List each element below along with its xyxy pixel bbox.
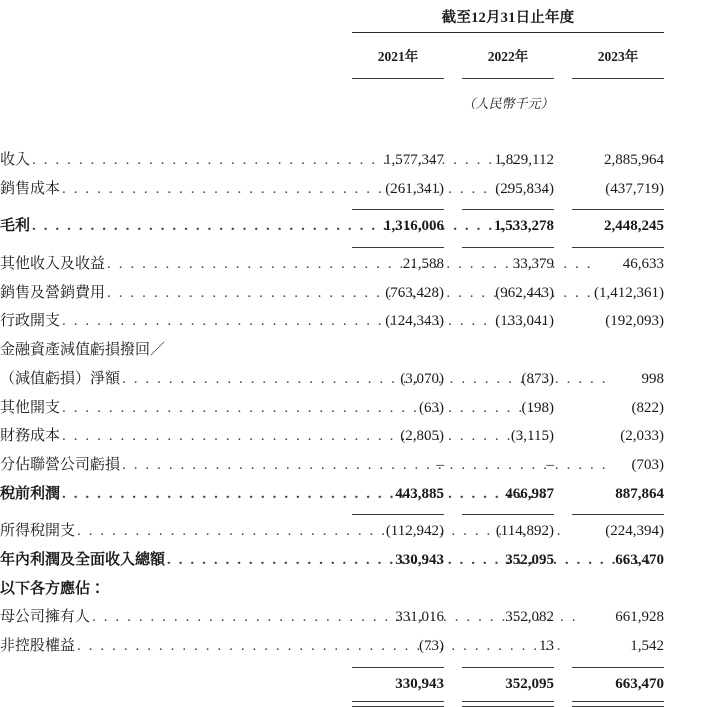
cell-owners-of-parent-2022: 352,082 — [505, 609, 554, 626]
header-year-row — [0, 33, 712, 72]
row-label-impairment-reversal-line1 — [0, 336, 342, 365]
column-header-year-1: 2021年 — [377, 49, 419, 64]
yr-pad-right — [664, 72, 712, 81]
year-rule-2 — [462, 72, 554, 81]
row-label-finance-costs — [0, 422, 342, 451]
rl-sep — [554, 241, 572, 250]
rule-line — [462, 247, 554, 248]
rl-sep — [444, 203, 462, 212]
label-text: 毛利 — [0, 218, 31, 235]
rl-gap — [342, 241, 352, 250]
rl-sep — [444, 698, 462, 707]
cell-gross-profit-2021: 1,316,006 — [384, 218, 444, 235]
row-label-non-controlling-interests — [0, 632, 342, 661]
rl-sep — [444, 241, 462, 250]
cell-sep — [554, 336, 572, 365]
row-tail — [664, 336, 712, 365]
rule-line — [572, 247, 664, 248]
row-tail — [664, 175, 712, 204]
cell-nci-2021: (73) — [419, 638, 444, 654]
row-label-profit-before-tax — [0, 480, 342, 509]
cell-revenue-2021: 1,577,347 — [384, 152, 444, 168]
cell-total-2021: 330,943 — [395, 675, 444, 692]
rule-total-top-3 — [572, 661, 664, 670]
rl-sep — [554, 698, 572, 707]
cell-share-of-loss-2022: – — [546, 456, 554, 473]
cell-finance-costs-2022: (3,115) — [510, 428, 554, 445]
cell-admin-expenses-2023: (192,093) — [605, 313, 665, 330]
period-title: 截至12月31日止年度 — [441, 10, 575, 26]
row-label-cost-of-sales — [0, 175, 342, 204]
year-rule-1 — [352, 72, 444, 81]
header-unit-row — [0, 81, 712, 116]
label-text: 行政開支 — [0, 313, 61, 330]
cell-impairment-line1-2023 — [572, 336, 664, 365]
subtotal-rule-above-gross-profit — [0, 203, 712, 212]
row-tail — [664, 517, 712, 546]
row-label-attributable-to — [0, 575, 342, 604]
total-rule-double-below — [0, 698, 712, 707]
row-tail — [664, 279, 712, 308]
rl-tail — [664, 203, 712, 212]
label-text: 銷售及營銷費用 — [0, 284, 106, 301]
table-row — [0, 146, 712, 175]
spacer-cell — [0, 116, 712, 146]
header-gap — [342, 0, 352, 32]
cell-profit-before-tax-2023: 887,864 — [615, 485, 665, 502]
cell-total-2023: 663,470 — [615, 675, 665, 692]
cell-sep — [554, 670, 572, 699]
cell-cost-of-sales-2022: (295,834) — [495, 180, 554, 197]
rl-pad — [0, 661, 342, 670]
rule-pbt-2 — [462, 508, 554, 517]
cell-impairment-line1-2022 — [462, 336, 554, 365]
rule-gp-bot-3 — [572, 241, 664, 250]
year-rule-line-1 — [352, 78, 444, 79]
cell-profit-before-tax-2022: 466,987 — [505, 485, 554, 502]
total-rule-above — [0, 661, 712, 670]
cell-cost-of-sales-2021: (261,341) — [385, 180, 444, 197]
label-text: 其他收入及收益 — [0, 256, 106, 273]
row-label-administrative-expenses — [0, 307, 342, 336]
rl-tail — [664, 698, 712, 707]
cell-other-expenses-2021: (63) — [419, 399, 444, 416]
rule-gp-top-2 — [462, 203, 554, 212]
cell-other-expenses-2022: (198) — [521, 399, 554, 416]
cell-owners-of-parent-2023: 661,928 — [615, 609, 665, 626]
yr-pad-gap — [342, 72, 352, 81]
double-rule-line — [572, 701, 664, 707]
rule-line — [572, 667, 664, 668]
rl-sep — [554, 203, 572, 212]
row-tail — [664, 146, 712, 175]
table-row — [0, 336, 712, 365]
rl-sep — [554, 508, 572, 517]
row-tail — [664, 250, 712, 279]
cell-sep — [554, 175, 572, 204]
yr-pad-left — [0, 72, 342, 81]
rule-total-top-2 — [462, 661, 554, 670]
header-body-spacer — [0, 116, 712, 146]
cell-income-tax-2022: (114,892) — [495, 523, 554, 540]
rule-total-dbl-3 — [572, 698, 664, 707]
double-rule-line — [352, 701, 444, 707]
row-tail — [664, 365, 712, 394]
row-label-owners-of-the-parent — [0, 603, 342, 632]
year-rule-line-2 — [462, 78, 554, 79]
label-text: 財務成本 — [0, 428, 61, 445]
cell-selling-expenses-2022: (962,443) — [495, 284, 554, 301]
cell-finance-costs-2023: (2,033) — [620, 428, 665, 445]
row-tail — [664, 307, 712, 336]
cell-selling-expenses-2021: (763,428) — [385, 284, 444, 301]
rl-sep — [444, 508, 462, 517]
year-sep-1 — [444, 33, 462, 72]
cell-sep — [554, 422, 572, 451]
row-gap — [342, 336, 352, 365]
row-label-revenue — [0, 146, 342, 175]
label-text: 非控股權益 — [0, 638, 76, 654]
rule-line — [352, 247, 444, 248]
cell-income-tax-2021: (112,942) — [385, 523, 444, 540]
row-tail — [664, 632, 712, 661]
rule-pbt-1 — [352, 508, 444, 517]
cell-profit-for-year-2023: 663,470 — [615, 551, 665, 568]
rule-gp-top-1 — [352, 203, 444, 212]
row-tail — [664, 451, 712, 480]
label-text: 年內利潤及全面收入總額 — [0, 551, 166, 568]
table-row — [0, 517, 712, 546]
unit-blank-right — [664, 81, 712, 116]
cell-admin-expenses-2022: (133,041) — [495, 313, 554, 330]
row-label-income-tax-expense — [0, 517, 342, 546]
cell-sep — [554, 480, 572, 509]
label-text: 金融資產減值虧損撥回／ — [0, 342, 166, 359]
table-row — [0, 250, 712, 279]
cell-owners-of-parent-2021: 331,016 — [395, 609, 444, 626]
cell-share-of-loss-2023: (703) — [631, 456, 665, 473]
rule-line — [352, 514, 444, 515]
cell-revenue-2022: 1,829,112 — [494, 152, 554, 168]
rl-pad — [0, 508, 342, 517]
year-blank-left — [0, 33, 342, 72]
table-row — [0, 175, 712, 204]
rl-sep — [444, 661, 462, 670]
cell-attributable-2023 — [572, 575, 664, 604]
cell-other-income-2021: 21,588 — [402, 256, 444, 273]
column-header-year-3: 2023年 — [597, 49, 639, 64]
cell-other-expenses-2023: (822) — [631, 399, 665, 416]
row-label-gross-profit — [0, 212, 342, 241]
label-text: 稅前利潤 — [0, 485, 61, 502]
unit-blank-left — [0, 81, 342, 116]
cell-finance-costs-2021: (2,805) — [400, 428, 444, 445]
cell-sep — [444, 670, 462, 699]
rl-tail — [664, 508, 712, 517]
table-row — [0, 212, 712, 241]
row-label-selling-and-marketing-expenses — [0, 279, 342, 308]
table-row — [0, 451, 712, 480]
rl-gap — [342, 508, 352, 517]
cell-sep — [554, 212, 572, 241]
unit-gap — [342, 81, 352, 116]
cell-income-tax-2023: (224,394) — [605, 523, 665, 540]
table-row — [0, 575, 712, 604]
label-text: 母公司擁有人 — [0, 609, 91, 626]
cell-cost-of-sales-2023: (437,719) — [605, 180, 665, 197]
cell-impairment-net-2022: (873) — [521, 370, 554, 387]
rule-line — [352, 209, 444, 210]
label-text: 收入 — [0, 152, 31, 168]
cell-selling-expenses-2023: (1,412,361) — [594, 284, 665, 301]
row-label-impairment-net — [0, 365, 342, 394]
table-row — [0, 632, 712, 661]
table-row — [0, 546, 712, 575]
cell-impairment-net-2021: (3,070) — [400, 370, 444, 387]
row-tail — [664, 480, 712, 509]
double-rule-line — [462, 701, 554, 707]
rule-line — [572, 514, 664, 515]
rule-line — [462, 514, 554, 515]
cell-gross-profit-2022: 1,533,278 — [494, 218, 554, 235]
label-text: 所得稅開支 — [0, 523, 76, 540]
rl-gap — [342, 203, 352, 212]
row-tail — [664, 422, 712, 451]
year-sep-2 — [554, 33, 572, 72]
rule-pbt-3 — [572, 508, 664, 517]
year-rule-3 — [572, 72, 664, 81]
cell-share-of-loss-2021: – — [436, 456, 444, 473]
year-gap — [342, 33, 352, 72]
rl-tail — [664, 661, 712, 670]
rule-line — [572, 209, 664, 210]
cell-nci-2023: 1,542 — [630, 638, 665, 654]
rule-total-top-1 — [352, 661, 444, 670]
row-tail — [664, 394, 712, 423]
header-blank-right — [664, 0, 712, 32]
cell-nci-2022: 13 — [539, 638, 554, 654]
row-label-total — [0, 670, 342, 699]
cell-other-income-2022: 33,379 — [512, 256, 554, 273]
table-row — [0, 307, 712, 336]
cell-sep — [554, 575, 572, 604]
rl-sep — [554, 661, 572, 670]
cell-sep — [554, 146, 572, 175]
cell-other-income-2023: 46,633 — [622, 256, 665, 273]
label-text: 分佔聯營公司虧損 — [0, 456, 121, 473]
rule-gp-bot-2 — [462, 241, 554, 250]
cell-sep — [554, 307, 572, 336]
yr-sep-1 — [444, 72, 462, 81]
rule-gp-bot-1 — [352, 241, 444, 250]
table-row — [0, 422, 712, 451]
row-tail — [664, 575, 712, 604]
cell-profit-for-year-2022: 352,095 — [505, 551, 554, 568]
label-text: （減值虧損）淨額 — [0, 370, 121, 387]
table-row — [0, 279, 712, 308]
row-label-share-of-loss-of-associates — [0, 451, 342, 480]
year-rule-row — [0, 72, 712, 81]
subtotal-rule-below-gross-profit — [0, 241, 712, 250]
cell-profit-for-year-2021: 330,943 — [395, 551, 444, 568]
cell-total-2022: 352,095 — [505, 675, 554, 692]
row-tail — [664, 546, 712, 575]
header-period-row — [0, 0, 712, 32]
rl-gap — [342, 661, 352, 670]
currency-unit-note: （人民幣千元） — [462, 96, 554, 111]
cell-sep — [554, 394, 572, 423]
table-row — [0, 480, 712, 509]
table-row — [0, 394, 712, 423]
table-row — [0, 670, 712, 699]
rule-gp-top-3 — [572, 203, 664, 212]
rl-pad — [0, 698, 342, 707]
yr-sep-2 — [554, 72, 572, 81]
dot-leader — [32, 150, 518, 171]
rl-pad — [0, 241, 342, 250]
header-blank-left — [0, 0, 342, 32]
row-tail — [664, 603, 712, 632]
cell-sep — [444, 336, 462, 365]
cell-admin-expenses-2021: (124,343) — [385, 313, 444, 330]
table-row — [0, 365, 712, 394]
year-blank-right — [664, 33, 712, 72]
row-tail — [664, 670, 712, 699]
cell-impairment-line1-2021 — [352, 336, 444, 365]
table-row — [0, 603, 712, 632]
cell-attributable-2022 — [462, 575, 554, 604]
rl-pad — [0, 203, 342, 212]
row-gap — [342, 575, 352, 604]
rule-line — [462, 667, 554, 668]
year-rule-line-3 — [572, 78, 664, 79]
cell-gross-profit-2023: 2,448,245 — [604, 218, 665, 235]
rule-line — [352, 667, 444, 668]
cell-sep — [444, 575, 462, 604]
label-text: 以下各方應佔： — [0, 580, 106, 597]
cell-attributable-2021 — [352, 575, 444, 604]
cell-revenue-2023: 2,885,964 — [604, 152, 665, 168]
dot-leader — [32, 216, 518, 237]
cell-profit-before-tax-2021: 443,885 — [395, 485, 444, 502]
rule-total-dbl-1 — [352, 698, 444, 707]
row-gap — [342, 670, 352, 699]
column-header-year-2: 2022年 — [487, 49, 529, 64]
label-text: 其他開支 — [0, 399, 61, 416]
row-label-profit-and-total-comprehensive-income — [0, 546, 342, 575]
row-tail — [664, 212, 712, 241]
row-label-other-expenses — [0, 394, 342, 423]
row-label-other-income-and-gains — [0, 250, 342, 279]
subtotal-rule-below-profit-before-tax — [0, 508, 712, 517]
rl-tail — [664, 241, 712, 250]
rule-line — [462, 209, 554, 210]
rule-total-dbl-2 — [462, 698, 554, 707]
label-text: 銷售成本 — [0, 180, 61, 197]
rl-gap — [342, 698, 352, 707]
cell-impairment-net-2023: 998 — [641, 370, 665, 387]
